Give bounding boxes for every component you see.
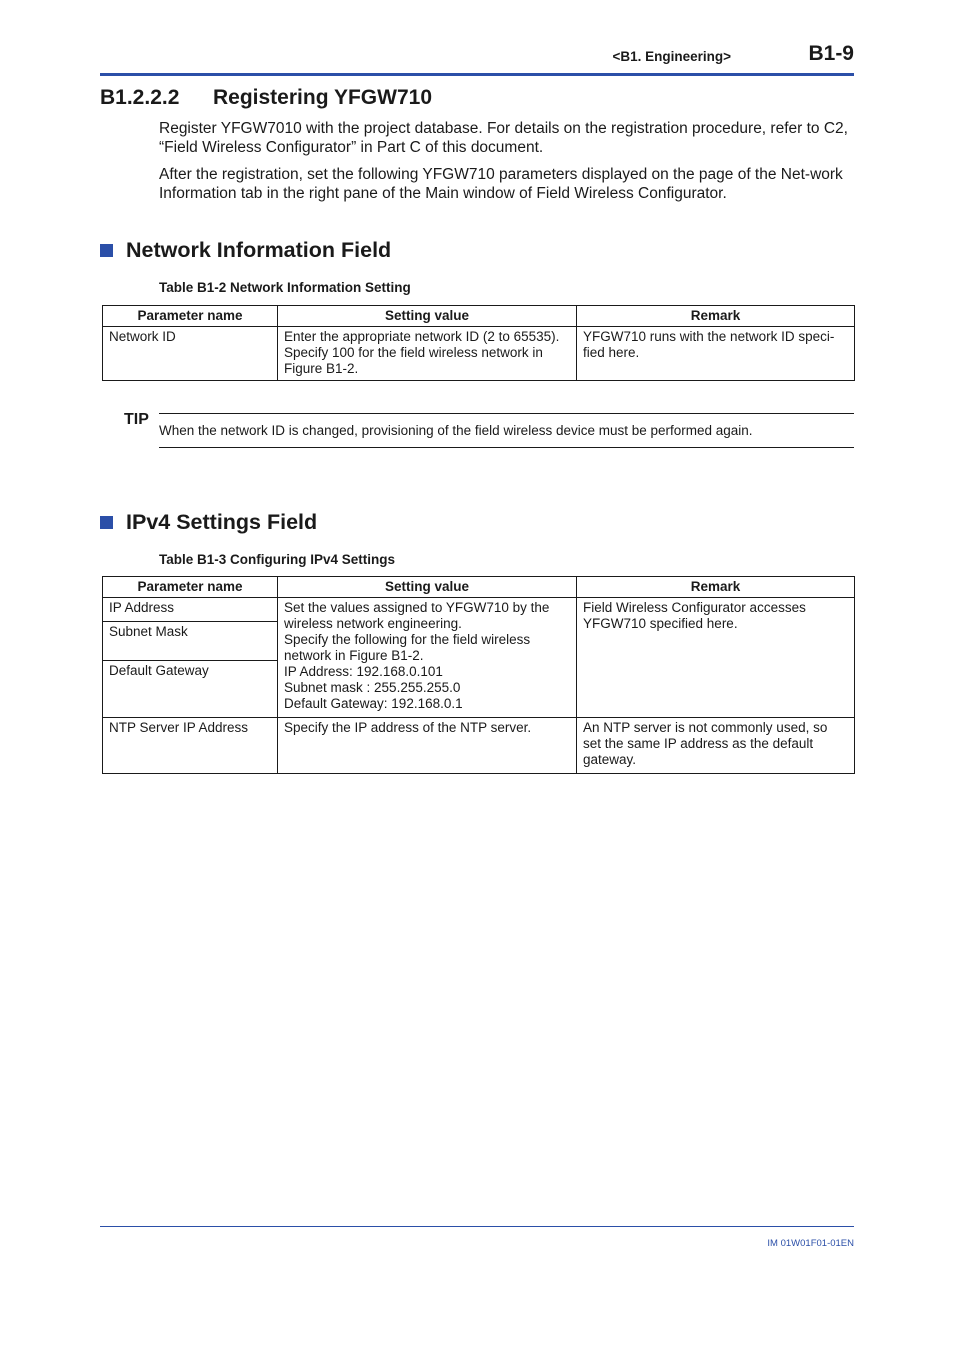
cell-line: wireless network engineering. bbox=[284, 616, 462, 631]
network-info-heading-text: Network Information Field bbox=[126, 238, 392, 262]
cell-line: network in Figure B1-2. bbox=[284, 648, 424, 663]
cell-line: Subnet mask : 255.255.255.0 bbox=[284, 680, 461, 695]
document-number: IM 01W01F01-01EN bbox=[767, 1238, 854, 1249]
paragraph-2: After the registration, set the following YFGW710 parameters displayed on the page of the Net-work Information tab in the right pane of the Main window of Field Wireless Configurator. bbox=[159, 166, 843, 202]
ipv4-table bbox=[102, 576, 855, 774]
cell-line: An NTP server is not commonly used, so bbox=[583, 720, 828, 735]
cell-param: IP Address bbox=[103, 598, 278, 622]
section-number: B1.2.2.2 bbox=[100, 86, 180, 109]
cell-line: fied here. bbox=[583, 345, 640, 360]
cell-line: Field Wireless Configurator accesses bbox=[583, 600, 806, 615]
table-row bbox=[103, 327, 855, 381]
cell-line: YFGW710 specified here. bbox=[583, 616, 738, 631]
cell-param: Subnet Mask bbox=[103, 622, 278, 661]
square-bullet-icon bbox=[100, 244, 113, 257]
col-header-param: Parameter name bbox=[103, 577, 278, 598]
col-header-setting: Setting value bbox=[278, 306, 577, 327]
col-header-remark: Remark bbox=[577, 577, 855, 598]
cell-param: Default Gateway bbox=[103, 661, 278, 718]
header-rule bbox=[100, 73, 854, 76]
cell-line: Set the values assigned to YFGW710 by the bbox=[284, 600, 550, 615]
cell-remark bbox=[577, 718, 855, 774]
cell-line: IP Address: 192.168.0.101 bbox=[284, 664, 443, 679]
table-header-row bbox=[103, 306, 855, 327]
cell-param: Network ID bbox=[103, 327, 278, 381]
tip-bottom-rule bbox=[159, 447, 854, 448]
cell-param: NTP Server IP Address bbox=[103, 718, 278, 774]
table-row bbox=[103, 598, 855, 622]
cell-setting bbox=[278, 598, 577, 718]
cell-setting: Specify the IP address of the NTP server. bbox=[278, 718, 577, 774]
cell-line: Enter the appropriate network ID (2 to 65535). bbox=[284, 329, 560, 344]
network-info-heading bbox=[100, 238, 391, 263]
tip-label: TIP bbox=[124, 411, 149, 428]
ipv4-heading bbox=[100, 510, 317, 535]
cell-setting bbox=[278, 327, 577, 381]
paragraph-1: Register YFGW7010 with the project database. For details on the registration procedure, refer to C2, “Field Wireless Configurator” in Part C of this document. bbox=[159, 120, 848, 156]
ipv4-heading-text: IPv4 Settings Field bbox=[126, 510, 318, 534]
network-info-table bbox=[102, 305, 855, 381]
table-header-row bbox=[103, 577, 855, 598]
cell-remark bbox=[577, 327, 855, 381]
col-header-remark: Remark bbox=[577, 306, 855, 327]
footer-rule bbox=[100, 1226, 854, 1227]
table-b1-3-caption: Table B1-3 Configuring IPv4 Settings bbox=[159, 552, 396, 567]
cell-line: Specify the following for the field wireless bbox=[284, 632, 531, 647]
cell-remark bbox=[577, 598, 855, 718]
tip-text: When the network ID is changed, provisioning of the field wireless device must be performed again. bbox=[159, 423, 753, 438]
cell-line: Specify 100 for the field wireless network in bbox=[284, 345, 543, 360]
table-b1-2-caption: Table B1-2 Network Information Setting bbox=[159, 280, 411, 295]
tip-top-rule bbox=[159, 413, 854, 414]
cell-line: Figure B1-2. bbox=[284, 361, 359, 376]
cell-line: Default Gateway: 192.168.0.1 bbox=[284, 696, 463, 711]
section-heading bbox=[100, 86, 432, 110]
col-header-param: Parameter name bbox=[103, 306, 278, 327]
table-row bbox=[103, 718, 855, 774]
cell-line: YFGW710 runs with the network ID speci- bbox=[583, 329, 835, 344]
col-header-setting: Setting value bbox=[278, 577, 577, 598]
cell-line: gateway. bbox=[583, 752, 637, 767]
page-number: B1-9 bbox=[808, 42, 854, 65]
running-header-section: <B1. Engineering> bbox=[612, 49, 731, 64]
square-bullet-icon bbox=[100, 516, 113, 529]
cell-line: set the same IP address as the default bbox=[583, 736, 814, 751]
section-title: Registering YFGW710 bbox=[213, 86, 433, 109]
